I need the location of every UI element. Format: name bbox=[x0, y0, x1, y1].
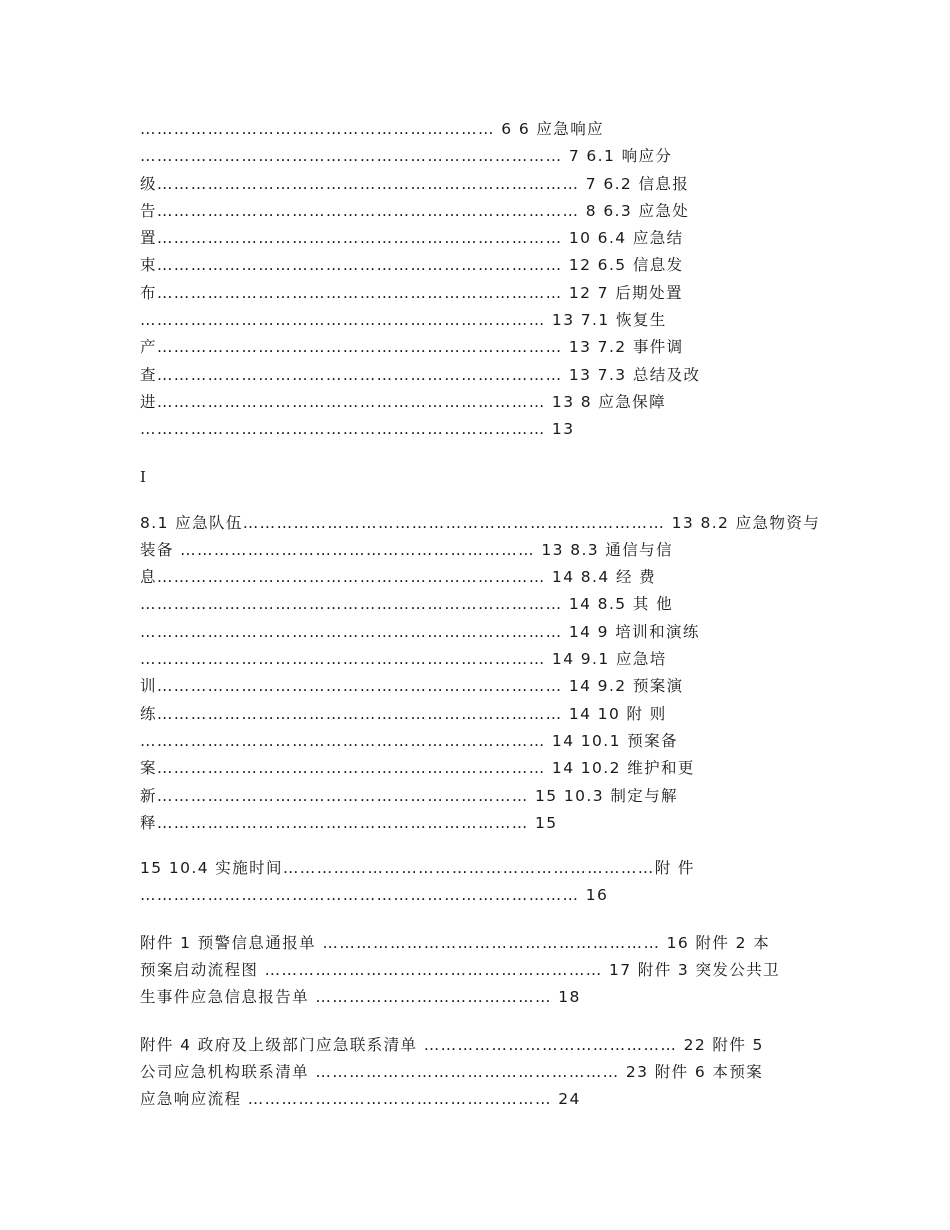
toc-line: 进…………………………………………………………… 13 8 应急保障 bbox=[140, 392, 666, 411]
toc-line: ……………………………………………………… 6 6 应急响应 bbox=[140, 120, 605, 138]
toc-line: ……………………………………………………………… 14 10.1 预案备 bbox=[140, 731, 678, 750]
toc-line: 置……………………………………………………………… 10 6.4 应急结 bbox=[140, 229, 684, 248]
toc-line: 释………………………………………………………… 15 bbox=[140, 813, 558, 832]
toc-line: 新………………………………………………………… 15 10.3 制定与解 bbox=[140, 786, 678, 805]
toc-line: ………………………………………………………………… 14 9 培训和演练 bbox=[140, 622, 700, 641]
toc-line: 附件 4 政府及上级部门应急联系清单 ……………………………………… 22 附件 5 bbox=[140, 1035, 764, 1054]
toc-line: ……………………………………………………………… 13 bbox=[140, 420, 575, 439]
toc-line: ……………………………………………………………… 13 7.1 恢复生 bbox=[140, 311, 667, 330]
toc-line: 15 10.4 实施时间…………………………………………………………附 件 bbox=[140, 859, 695, 878]
toc-line: 8.1 应急队伍………………………………………………………………… 13 8.2 应急物资与 bbox=[140, 513, 821, 532]
toc-section-attachments-b bbox=[140, 1032, 830, 1114]
toc-line: 布……………………………………………………………… 12 7 后期处置 bbox=[140, 283, 683, 302]
toc-line: 查……………………………………………………………… 13 7.3 总结及改 bbox=[140, 365, 701, 384]
toc-line: 公司应急机构联系清单 ……………………………………………… 23 附件 6 本预案 bbox=[140, 1062, 764, 1081]
toc-line: ………………………………………………………………… 7 6.1 响应分 bbox=[140, 147, 673, 166]
toc-line: 告………………………………………………………………… 8 6.3 应急处 bbox=[140, 201, 690, 220]
toc-line: ………………………………………………………………… 14 8.5 其 他 bbox=[140, 595, 673, 614]
toc-line: …………………………………………………………………… 16 bbox=[140, 886, 609, 905]
toc-section-implementation bbox=[140, 855, 830, 910]
toc-line: ……………………………………………………………… 14 9.1 应急培 bbox=[140, 650, 667, 669]
toc-line: 训……………………………………………………………… 14 9.2 预案演 bbox=[140, 677, 684, 696]
toc-line: 束……………………………………………………………… 12 6.5 信息发 bbox=[140, 256, 684, 275]
toc-section-support bbox=[140, 510, 830, 838]
toc-line: 级………………………………………………………………… 7 6.2 信息报 bbox=[140, 174, 690, 193]
toc-line: 练……………………………………………………………… 14 10 附 则 bbox=[140, 704, 667, 723]
toc-line: 附件 1 预警信息通报单 …………………………………………………… 16 附件 2 本 bbox=[140, 933, 771, 952]
toc-line: 装备 ……………………………………………………… 13 8.3 通信与信 bbox=[140, 540, 673, 559]
toc-line: 案…………………………………………………………… 14 10.2 维护和更 bbox=[140, 759, 695, 778]
toc-page bbox=[140, 116, 830, 1114]
toc-section-attachments-a bbox=[140, 930, 830, 1012]
toc-line: 产……………………………………………………………… 13 7.2 事件调 bbox=[140, 338, 684, 357]
toc-section-response bbox=[140, 116, 830, 444]
toc-line: 息…………………………………………………………… 14 8.4 经 费 bbox=[140, 568, 657, 587]
toc-line: 应急响应流程 ……………………………………………… 24 bbox=[140, 1090, 581, 1109]
toc-line: 预案启动流程图 …………………………………………………… 17 附件 3 突发公共卫 bbox=[140, 961, 781, 980]
page-number-marker: I bbox=[140, 467, 146, 486]
toc-line: 生事件应急信息报告单 …………………………………… 18 bbox=[140, 988, 581, 1007]
